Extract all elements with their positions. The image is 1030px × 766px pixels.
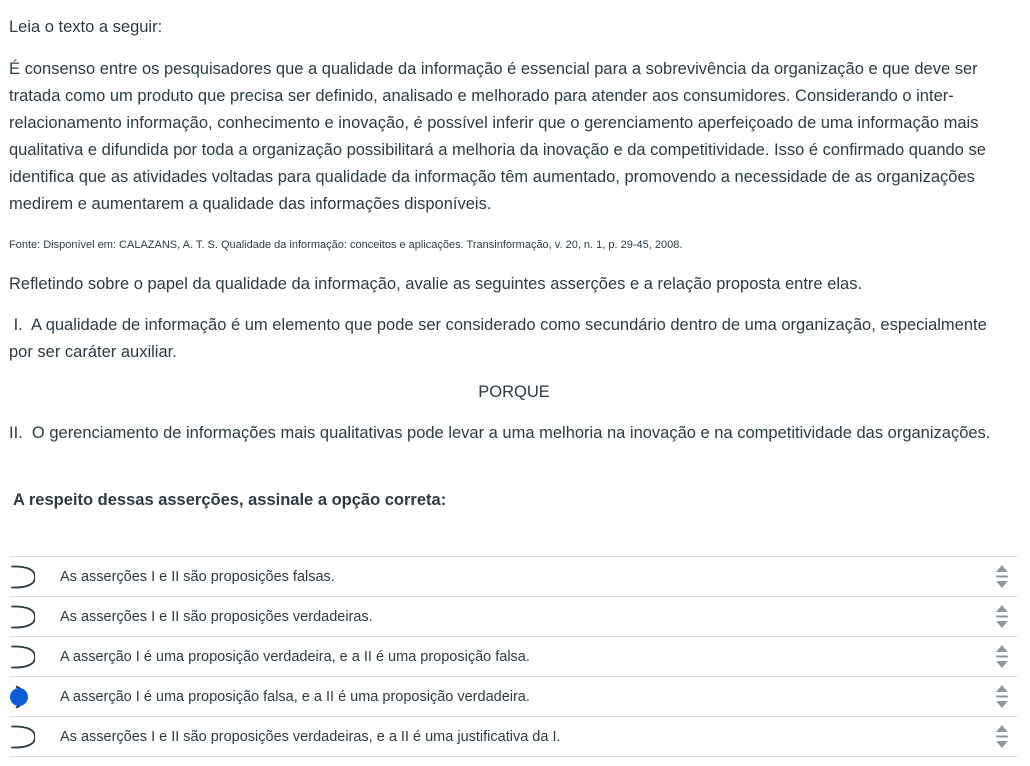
- sort-arrows-icon[interactable]: [996, 565, 1008, 589]
- answer-option-label[interactable]: As asserções I e II são proposições falsas.: [60, 569, 335, 585]
- assertion-two: II. O gerenciamento de informações mais qualitativas pode levar a uma melhoria na inovação e na competitividade das organizações.: [9, 424, 991, 442]
- radio-icon[interactable]: [9, 564, 35, 590]
- answer-option[interactable]: [9, 677, 1017, 717]
- passage-text: É consenso entre os pesquisadores que a qualidade da informação é essencial para a sobrevivência da organização e que deve ser tratada como um produto que precisa ser definido, analisado e melhorado para atender aos consumidores. Considerando o inter-relacionamento informação, conhecimento e inovação, é possível inferir que o gerenciamento aperfeiçoado de uma informação mais qualitativa e difundida por toda a organização possibilitará a melhoria da inovação e da competitividade. Isso é confirmado quando se identifica que as atividades voltadas para qualidade da informação têm aumentado, promovendo a necessidade de as organizações medirem e aumentarem a qualidade das informações disponíveis.: [9, 60, 986, 213]
- sort-arrows-icon[interactable]: [996, 685, 1008, 709]
- answer-option[interactable]: [9, 557, 1017, 597]
- reflect-text: Refletindo sobre o papel da qualidade da informação, avalie as seguintes asserções e a relação proposta entre elas.: [9, 275, 863, 293]
- answer-option[interactable]: [9, 597, 1017, 637]
- answer-option[interactable]: [9, 637, 1017, 677]
- answer-option-label[interactable]: A asserção I é uma proposição verdadeira, e a II é uma proposição falsa.: [60, 649, 530, 665]
- answer-options-list: [9, 556, 1017, 757]
- answer-option-label[interactable]: A asserção I é uma proposição falsa, e a II é uma proposição verdadeira.: [60, 689, 530, 705]
- sort-arrows-icon[interactable]: [996, 725, 1008, 749]
- question-prompt: A respeito dessas asserções, assinale a opção correta:: [13, 491, 447, 509]
- radio-selected-icon[interactable]: [9, 684, 35, 710]
- connector-porque: PORQUE: [478, 383, 550, 401]
- answer-option-label[interactable]: As asserções I e II são proposições verdadeiras.: [60, 609, 373, 625]
- source-citation: Fonte: Disponível em: CALAZANS, A. T. S. Qualidade da informação: conceitos e aplicações. Transinformação, v. 20, n. 1, p. 29-45, 2008.: [9, 239, 683, 251]
- sort-arrows-icon[interactable]: [996, 645, 1008, 669]
- answer-option-label[interactable]: As asserções I e II são proposições verdadeiras, e a II é uma justificativa da I.: [60, 729, 561, 745]
- answer-option[interactable]: [9, 717, 1017, 757]
- sort-arrows-icon[interactable]: [996, 605, 1008, 629]
- radio-icon[interactable]: [9, 644, 35, 670]
- intro-text: Leia o texto a seguir:: [9, 18, 163, 36]
- radio-icon[interactable]: [9, 604, 35, 630]
- radio-icon[interactable]: [9, 724, 35, 750]
- assertion-one: I. A qualidade de informação é um elemento que pode ser considerado como secundário dentro de uma organização, especialmente por ser caráter auxiliar.: [9, 316, 992, 361]
